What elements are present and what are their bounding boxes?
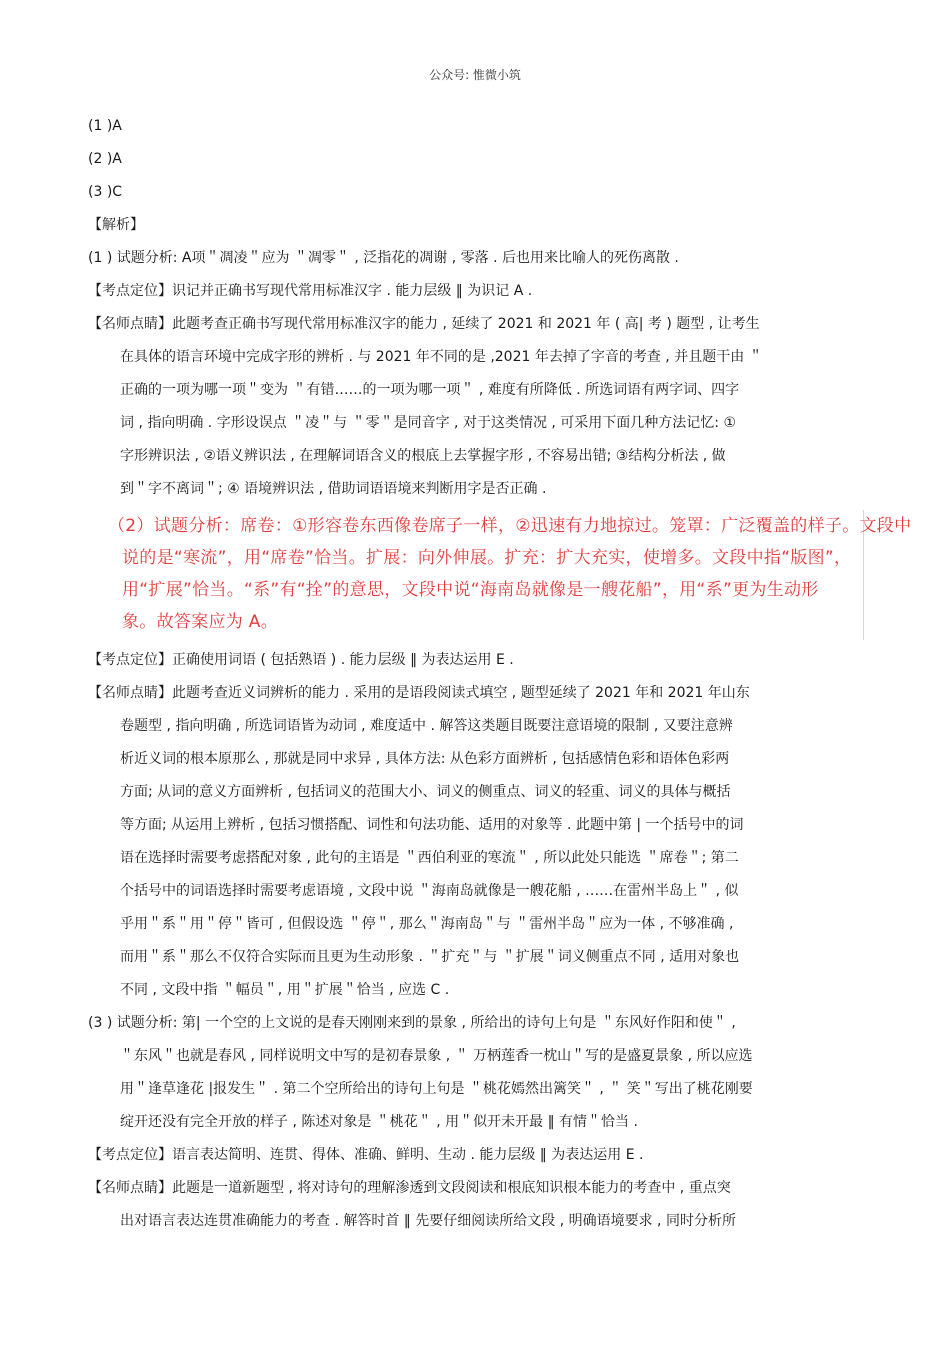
red-text-line: （2）试题分析：席卷：①形容卷东西像卷席子一样，②迅速有力地掠过。笼罩：广泛覆盖的样子。文段中 xyxy=(108,516,912,536)
red-text-line: 用“扩展”恰当。“系”有“拴”的意思，文段中说“海南岛就像是一艘花船”，用“系”更为生动形 xyxy=(122,580,819,600)
text-line: 乎用＂系＂用＂停＂皆可 , 但假设选 ＂停＂, 那么＂海南岛＂与 ＂雷州半岛＂应为一体 , 不够准确 , xyxy=(120,916,734,932)
text-line: 绽开还没有完全开放的样子 , 陈述对象是 ＂桃花＂ , 用＂似开未开最 ‖ 有情＂恰当 . xyxy=(120,1114,638,1130)
text-line: 语在选择时需要考虑搭配对象 , 此句的主语是 ＂西伯利亚的寒流＂ , 所以此处只能选 ＂席卷＂; 第二 xyxy=(120,850,739,866)
red-text-line: 象。故答案应为 A。 xyxy=(122,612,279,632)
handwritten-style-analysis-box xyxy=(102,510,912,640)
text-line: 出对语言表达连贯准确能力的考查 . 解答时首 ‖ 先要仔细阅读所给文段 , 明确语境要求 , 同时分析所 xyxy=(120,1213,736,1229)
text-line: 方面; 从词的意义方面辨析 , 包括词义的范围大小、词义的侧重点、词义的轻重、词义的具体与概括 xyxy=(120,784,731,800)
text-line: 【名师点睛】此题是一道新题型 , 将对诗句的理解渗透到文段阅读和根底知识根本能力的考查中 , 重点突 xyxy=(88,1180,731,1196)
answer-section-1 xyxy=(88,110,868,506)
page-header: 公众号: 惟微小筑 xyxy=(429,68,521,82)
text-line: (2 )A xyxy=(88,151,122,167)
text-line: 【考点定位】语言表达简明、连贯、得体、准确、鲜明、生动 . 能力层级 ‖ 为表达运用 E . xyxy=(88,1147,644,1163)
text-line: (1 ) 试题分析: A项＂凋凌＂应为 ＂凋零＂ , 泛指花的凋谢 , 零落 . 后也用来比喻人的死伤离散 . xyxy=(88,250,679,266)
text-line: 字形辨识法 , ②语义辨识法 , 在理解词语含义的根底上去掌握字形 , 不容易出错; ③结构分析法 , 做 xyxy=(120,448,726,464)
text-line: 【考点定位】识记并正确书写现代常用标准汉字 . 能力层级 ‖ 为识记 A . xyxy=(88,283,533,299)
text-line: (3 ) 试题分析: 第| 一个空的上文说的是春天刚刚来到的景象 , 所给出的诗句上句是 ＂东风好作阳和使＂ , xyxy=(88,1015,736,1031)
answer-section-2 xyxy=(88,644,868,1238)
text-line: 个括号中的词语选择时需要考虑语境 , 文段中说 ＂海南岛就像是一艘花船 , ……在雷州半岛上＂ , 似 xyxy=(120,883,739,899)
text-line: 而用＂系＂那么不仅符合实际而且更为生动形象 . ＂扩充＂与 ＂扩展＂词义侧重点不同 , 适用对象也 xyxy=(120,949,740,965)
document-body xyxy=(88,110,912,1238)
text-line: 到＂字不离词＂; ④ 语境辨识法 , 借助词语语境来判断用字是否正确 . xyxy=(120,481,547,497)
text-line: 析近义词的根本原那么 , 那就是同中求异 , 具体方法: 从色彩方面辨析 , 包括感情色彩和语体色彩两 xyxy=(120,751,730,767)
text-line: ＂东风＂也就是春风 , 同样说明文中写的是初春景象 , ＂ 万柄莲香一枕山＂写的是盛夏景象 , 所以应选 xyxy=(120,1048,753,1064)
text-line: (1 )A xyxy=(88,118,122,134)
text-line: 卷题型 , 指向明确 , 所选词语皆为动词 , 难度适中 . 解答这类题目既要注意语境的限制 , 又要注意辨 xyxy=(120,718,733,734)
text-line: 【名师点睛】此题考查近义词辨析的能力 . 采用的是语段阅读式填空 , 题型延续了 2021 年和 2021 年山东 xyxy=(88,685,750,701)
red-text-line: 说的是“寒流”，用“席卷”恰当。扩展：向外伸展。扩充：扩大充实，使增多。文段中指“版图”， xyxy=(122,548,852,568)
text-line: 【解析】 xyxy=(88,217,144,233)
text-line: 【名师点睛】此题考查正确书写现代常用标准汉字的能力 , 延续了 2021 和 2021 年 ( 高| 考 ) 题型 , 让考生 xyxy=(88,316,760,332)
text-line: 在具体的语言环境中完成字形的辨析 . 与 2021 年不同的是 ,2021 年去掉了字音的考查 , 并且题干由 ＂ xyxy=(120,349,763,365)
text-line: 正确的一项为哪一项＂变为 ＂有错……的一项为哪一项＂ , 难度有所降低 . 所选词语有两字词、四字 xyxy=(120,382,740,398)
text-line: 用＂逢草逢花 |报发生＂ . 第二个空所给出的诗句上句是 ＂桃花嫣然出篱笑＂ , ＂ 笑＂写出了桃花刚要 xyxy=(120,1081,753,1097)
text-line: (3 )C xyxy=(88,184,123,200)
text-line: 等方面; 从运用上辨析 , 包括习惯搭配、词性和句法功能、适用的对象等 . 此题中第 | 一个括号中的词 xyxy=(120,817,744,833)
text-line: 【考点定位】正确使用词语 ( 包括熟语 ) . 能力层级 ‖ 为表达运用 E . xyxy=(88,652,514,668)
text-line: 词 , 指向明确 . 字形设误点 ＂凌＂与 ＂零＂是同音字 , 对于这类情况 , 可采用下面几种方法记忆: ① xyxy=(120,415,737,431)
text-line: 不同 , 文段中指 ＂幅员＂, 用＂扩展＂恰当 , 应选 C . xyxy=(120,982,450,998)
